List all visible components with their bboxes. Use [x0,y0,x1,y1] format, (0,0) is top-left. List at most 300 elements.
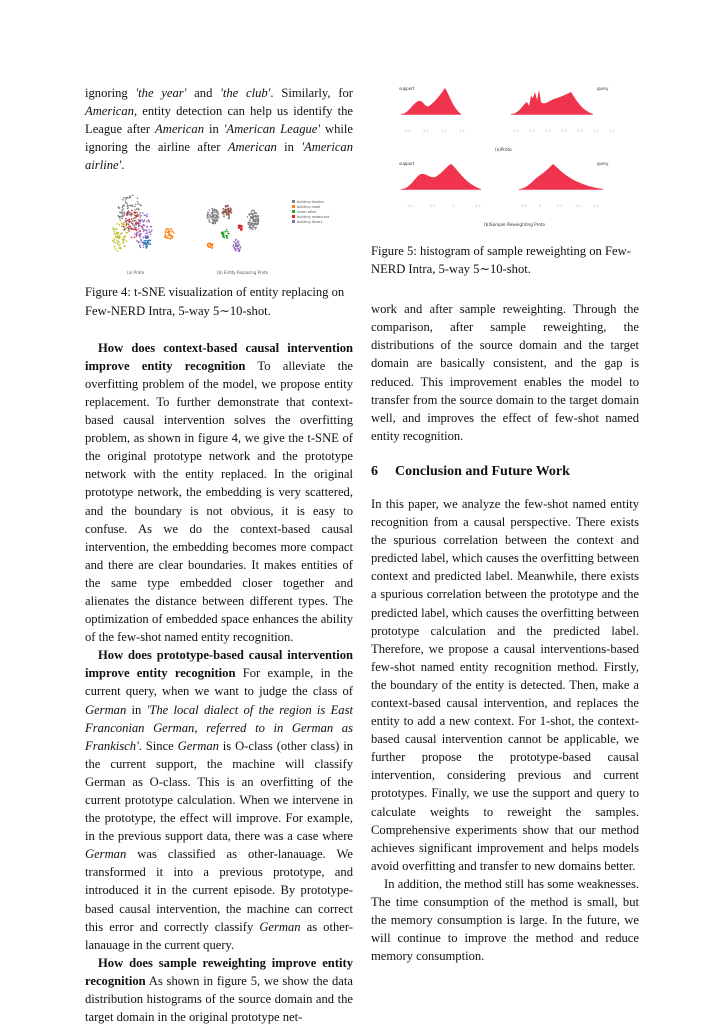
tsne-point [257,215,259,217]
paragraph-conclusion: In this paper, we analyze the few-shot named entity recognition from a causal perspective. There exists the spurious correlation between the context and predicted label, which causes the overfitting between context and predicted label. Meanwhile, there exists a spurious correlation between the prototype and the predicted label, which causes the overfitting between prototype calculation and the predicted label. Therefore, we propose a causal interventions-based few-shot named entity recognition method. Firstly, the boundary of the entity is detected. Then, make a context-based causal intervention, and replaces the entity to add a new context. For 1-shot, the context-based causal intervention cannot be applicable, we further propose the prototype-based causal intervention, considering previous and current prototypes. Finally, we use the support and query to calculate weights to reweight the samples. Comprehensive experiments show that our method achieves significant improvement and helps models avoid overfitting and transfer to new domains better. [371,496,639,873]
legend-entry: building hotel [297,205,321,210]
tsne-point [118,215,120,217]
figure-5-caption: Figure 5: histogram of sample reweighting on Few-NERD Intra, 5-way 5∼10-shot. [371,244,631,277]
tsne-point [135,220,137,222]
tsne-point [227,205,229,207]
tsne-point [145,240,147,242]
tsne-point [116,223,118,225]
tsne-point [140,217,142,219]
tsne-point [250,214,252,216]
tsne-point [239,225,241,227]
tsne-point [130,214,132,216]
tsne-point [123,205,125,207]
figure-4 [85,184,353,280]
tsne-point [149,232,151,234]
tsne-point [250,216,252,218]
tsne-point [237,242,239,244]
tsne-point [135,204,137,206]
tsne-point [252,210,254,212]
tsne-point [248,224,250,226]
tsne-point [129,196,131,198]
tsne-point [216,210,218,212]
legend-entry: building restaurant [297,215,330,220]
tsne-point [257,223,259,225]
tsne-point [148,220,150,222]
tsne-point [134,227,136,229]
tsne-point [132,214,134,216]
tsne-point [208,243,210,245]
tsne-point [211,219,213,221]
tsne-point [208,219,210,221]
tsne-point [213,215,215,217]
tsne-point [210,246,212,248]
tsne-point [240,226,242,228]
tsne-point [121,226,123,228]
tick-label: 0.4 [545,129,551,133]
tsne-point [122,213,124,215]
tsne-point [233,241,235,243]
tsne-point [121,207,123,209]
tsne-point [139,237,141,239]
tsne-point [148,221,150,223]
tsne-point [168,233,170,235]
tsne-point [120,233,122,235]
right-column [371,84,639,965]
tsne-point [119,216,121,218]
tsne-point [228,233,230,235]
tsne-point [241,228,243,230]
tsne-point [142,242,144,244]
tsne-point [217,214,219,216]
tsne-point [137,203,139,205]
tsne-point [146,216,148,218]
tsne-point [144,220,146,222]
tsne-point [217,216,219,218]
tsne-point [236,246,238,248]
tsne-point [234,247,236,249]
tsne-point [114,239,116,241]
tsne-point [148,240,150,242]
tsne-point [138,221,140,223]
tsne-point [169,230,171,232]
query-label: query [597,86,609,91]
tsne-point [123,236,125,238]
support-label: support [399,86,415,91]
tsne-point [136,230,138,232]
histogram-query-b [519,164,603,189]
tsne-point [225,231,227,233]
tsne-point [119,212,121,214]
tsne-point [140,234,142,236]
tsne-point [215,212,217,214]
tsne-point [230,209,232,211]
tsne-point [118,207,120,209]
tsne-point [166,229,168,231]
tsne-point [114,231,116,233]
tsne-point [117,232,119,234]
tsne-point [255,216,257,218]
tsne-point [165,234,167,236]
tsne-point [212,212,214,214]
tsne-point [114,246,116,248]
tsne-point [151,226,153,228]
tsne-point [146,245,148,247]
tsne-point [209,246,211,248]
tsne-point [222,232,224,234]
tsne-point [117,251,119,253]
subcaption-sample-reweighting: (b)Sample Reweighting Proto [484,222,546,227]
tick-label: 1.0 [407,204,413,208]
tsne-point [255,221,257,223]
tsne-point [224,210,226,212]
tsne-point [137,198,139,200]
tsne-point [136,240,138,242]
tsne-point [121,218,123,220]
tsne-point [252,225,254,227]
tsne-point [208,212,210,214]
tsne-point [120,247,122,249]
tsne-point [124,239,126,241]
tsne-point [133,218,135,220]
figure-5 [371,84,639,234]
tsne-point [254,227,256,229]
tsne-point [253,216,255,218]
tsne-point [211,223,213,225]
tsne-point [226,229,228,231]
tsne-point [172,231,174,233]
tsne-point [132,195,134,197]
tsne-point [170,236,172,238]
tsne-point [222,212,224,214]
tsne-point [170,229,172,231]
tsne-point [140,221,142,223]
tsne-point [138,242,140,244]
tsne-point [122,210,124,212]
tsne-point [123,242,125,244]
tsne-point [139,246,141,248]
tsne-point [133,220,135,222]
query-label: query [597,161,609,166]
tsne-point [211,248,213,250]
tsne-point [150,234,152,236]
tsne-point [113,241,115,243]
tsne-point [150,244,152,246]
tsne-point [127,232,129,234]
tick-label: 0.5 [475,204,481,208]
tsne-point [164,236,166,238]
tsne-point [123,224,125,226]
tsne-point [133,225,135,227]
tsne-point [146,246,148,248]
tsne-point [129,214,131,216]
tsne-point [250,218,252,220]
tsne-point [251,223,253,225]
tick-label: 0.5 [557,204,563,208]
tsne-point [124,246,126,248]
tsne-point [252,229,254,231]
tick-label: 0.0 [405,129,411,133]
tsne-point [131,229,133,231]
tsne-point [235,246,237,248]
tsne-point [119,218,121,220]
tsne-point [141,220,143,222]
tsne-point [237,245,239,247]
tsne-point [128,224,130,226]
tsne-point [117,244,119,246]
tsne-point [212,244,214,246]
tsne-point [165,232,167,234]
tsne-point [249,220,251,222]
tsne-point [134,237,136,239]
tsne-point [138,208,140,210]
tsne-point [118,241,120,243]
tsne-point [126,213,128,215]
tsne-point [231,212,233,214]
tick-label: 1.5 [459,129,465,133]
tsne-point [209,222,211,224]
tsne-point [216,218,218,220]
tsne-point [250,225,252,227]
tick-label: 0.5 [521,204,527,208]
tsne-point [134,209,136,211]
tsne-point [137,201,139,203]
tsne-point [145,237,147,239]
tsne-point [237,248,239,250]
tsne-point [134,229,136,231]
tsne-point [115,242,117,244]
tsne-point [129,197,131,199]
tsne-point [121,211,123,213]
tsne-point [127,208,129,210]
tsne-point [141,226,143,228]
tsne-point [122,224,124,226]
tsne-point [112,229,114,231]
tsne-point [209,217,211,219]
tick-label: 0 [539,204,542,208]
tsne-point [142,237,144,239]
tsne-point [223,236,225,238]
tsne-point [223,216,225,218]
tsne-point [145,229,147,231]
tsne-point [134,206,136,208]
tsne-point [147,227,149,229]
tsne-point [129,219,131,221]
histogram-support-a [401,88,461,114]
tsne-point [143,245,145,247]
paragraph-context-intervention: How does context-based causal intervention improve entity recognition To alleviate the overfitting problem of the model, we propose entity replacement. To further demonstrate that context-based causal intervention solves the overfitting problem, as shown in figure 4, we give the t-SNE of the original prototype network and the prototype network with the entity replaced. In the original prototype network, the embedding is very scattered, and the boundary is not obvious, it is easy to confuse. As we do the context-based causal intervention, the embedding becomes more compact and there are clear boundaries. It makes entities of the same type embedded closer together and alienates the distance between different types. The optimization of embedded space enhances the ability of the few-shot named entity recognition. [85,340,353,645]
tsne-point [238,228,240,230]
tsne-point [144,215,146,217]
tsne-point [122,199,124,201]
tsne-point [127,205,129,207]
tick-label: 0.5 [429,204,436,208]
tsne-point [136,212,138,214]
tsne-point [125,202,127,204]
tsne-point [207,245,209,247]
tsne-point [121,223,123,225]
tick-label: 1.2 [609,129,615,133]
tsne-point [258,220,260,222]
tick-label: 0.8 [577,129,583,133]
paragraph-prototype-intervention: How does prototype-based causal intervention improve entity recognition For example, in the current query, when we want to judge the class of German in 'The local dialect of the region is East Franconian German, referred to in German as Frankisch'. Since German is O-class (other class) in the current support, the machine will classify German as O-class. This is an overfitting of the current prototype calculation. When we intervene in the prototype, the effect will improve. For example, in the previous support data, there was a case where German was classified as other-lanauage. We transformed it into a previous prototype, and introduced it in the current episode. By prototype-based causal intervention, the machine can correct this error and correctly classify German as other-lanauage in the current query. [85,648,354,952]
tsne-entity-replacing-points [207,205,260,253]
tsne-point [129,212,131,214]
tsne-point [126,241,128,243]
tsne-point [139,204,141,206]
tick-label: 0.2 [529,129,535,133]
tsne-point [239,250,241,252]
tsne-point [168,235,170,237]
support-label: support [399,161,415,166]
tsne-point [247,216,249,218]
tsne-point [144,240,146,242]
tsne-point [256,219,258,221]
tsne-point [140,215,142,217]
tsne-point [223,208,225,210]
tsne-point [228,214,230,216]
tsne-point [138,229,140,231]
tsne-point [145,233,147,235]
tsne-point [146,221,148,223]
tsne-point [128,212,130,214]
tsne-point [125,236,127,238]
tsne-point [136,223,138,225]
tick-label: 0.5 [423,129,429,133]
tsne-point [131,210,133,212]
tsne-point [114,234,116,236]
tsne-point [228,218,230,220]
tsne-point [169,238,171,240]
tsne-legend [292,200,330,224]
tsne-point [123,197,125,199]
axis-ticks [521,204,599,208]
tsne-point [119,224,121,226]
tsne-point [228,216,230,218]
tick-label: 0.6 [561,129,567,133]
tsne-point [117,236,119,238]
tsne-point [135,216,137,218]
tsne-point [130,221,132,223]
tsne-point [134,234,136,236]
tsne-point [242,226,244,228]
tsne-point [222,234,224,236]
subcaption-a: (a) Proto [127,270,145,276]
tsne-point [214,215,216,217]
tsne-point [210,215,212,217]
legend-entry: building theater [297,200,325,205]
tsne-point [125,228,127,230]
tsne-point [146,214,148,216]
tsne-point [238,243,240,245]
tsne-point [126,224,128,226]
tsne-point [124,229,126,231]
tsne-point [140,240,142,242]
tsne-point [235,250,237,252]
tsne-point [233,245,235,247]
tsne-point [128,231,130,233]
legend-entry: event other [297,210,317,215]
tsne-point [131,219,133,221]
tsne-point [138,225,140,227]
tsne-point [138,220,140,222]
tsne-point [255,224,257,226]
tsne-plot [85,184,353,280]
tsne-point [227,231,229,233]
tsne-point [171,238,173,240]
tsne-point [119,220,121,222]
tsne-point [140,239,142,241]
tsne-point [214,219,216,221]
axis-ticks [407,204,481,208]
tsne-point [208,214,210,216]
tsne-point [241,229,243,231]
tsne-point [116,229,118,231]
tsne-point [132,221,134,223]
tsne-point [132,223,134,225]
tsne-point [228,210,230,212]
tsne-point [115,249,117,251]
tsne-point [138,214,140,216]
tsne-point [209,210,211,212]
tsne-point [258,218,260,220]
tsne-point [138,232,140,234]
tsne-point [256,213,258,215]
subcaption-proto: (a)Proto [495,147,512,152]
tsne-point [251,211,253,213]
tsne-point [113,227,115,229]
tsne-point [212,209,214,211]
tsne-point [132,205,134,207]
tsne-point [251,227,253,229]
tsne-point [116,240,118,242]
tick-label: 1.0 [575,204,581,208]
tsne-point [212,216,214,218]
tsne-point [122,239,124,241]
tsne-point [240,247,242,249]
tsne-point [255,227,257,229]
paragraph-sample-reweighting: How does sample reweighting improve entity recognition As shown in figure 5, we show the data distribution histograms of the source domain and the target domain in the original prototype net- [85,955,353,1025]
tsne-point [119,236,121,238]
tsne-point [128,228,130,230]
tsne-point [123,240,125,242]
tsne-point [137,214,139,216]
tsne-point [136,232,138,234]
tsne-point [168,229,170,231]
tsne-point [119,244,121,246]
tsne-point [128,221,130,223]
tsne-point [128,226,130,228]
tsne-point [217,212,219,214]
tsne-point [125,218,127,220]
tsne-point [118,245,120,247]
paragraph-future-work: In addition, the method still has some weaknesses. The time consumption of the method is small, but the memory consumption is large. In the future, we will continue to improve the method and reduce memory consumption. [371,876,639,964]
tsne-point [254,221,256,223]
tsne-point [115,237,117,239]
tsne-point [254,229,256,231]
tsne-point [140,212,142,214]
figure-4-caption: Figure 4: t-SNE visualization of entity replacing on Few-NERD Intra, 5-way 5∼10-shot. [85,285,345,318]
axis-ticks [513,129,615,133]
tick-label: 1.0 [441,129,447,133]
tsne-point [136,209,138,211]
tsne-point [207,218,209,220]
tsne-point [235,249,237,251]
histogram-support-b [401,164,481,189]
tsne-point [213,217,215,219]
tsne-point [217,219,219,221]
paragraph-reweighting-comparison: work and after sample reweighting. Through the comparison, after sample reweighting, the distributions of the source domain and the target domain are basically consistent, and the gap is reduced. This improvement enables the model to transfer from the source domain to the target domain well, and improves the effect of few-shot named entity recognition. [371,302,639,443]
tsne-point [139,231,141,233]
